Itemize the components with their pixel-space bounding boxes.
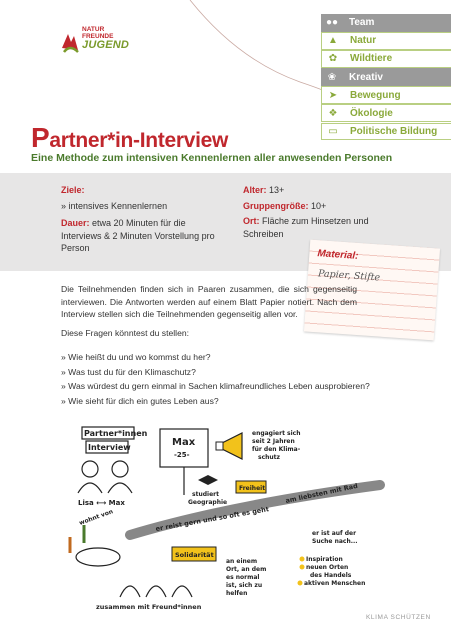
sketch-wohnt: wohnt von [78,508,115,527]
logo-wordmark [82,26,129,51]
person-head-icon [82,461,98,477]
duration [61,217,221,255]
megaphone-handle [216,442,223,450]
title-initial: P [31,122,50,153]
logo-line-2: FREUNDE [82,33,114,40]
sketch-bike-1: er reist gern und so oft es geht [154,505,270,533]
sketch-suche-6: aktiven Menschen [304,580,366,587]
body-paragraph-1: Die Teilnehmenden finden sich in Paaren zusammen, die sich gegenseitig interviewen. Die Antworten werden auf einem Blatt Papier notiert. Nach dem Interview stellen sich die Teilnehmenden gegenseitig allen vor. [61,284,357,319]
bullet-icon [300,565,305,570]
sketch-freiheit: Freiheit [239,485,266,492]
category-label: Politische Bildung [350,125,438,137]
garden-outline [76,548,120,566]
sketch-ort-4: ist, sich zu [226,582,263,589]
category-label: Team [349,17,375,29]
sketch-ort-5: helfen [226,590,248,597]
sketch-heading-1: Partner*innen [84,429,148,438]
body-paragraph-2: Diese Fragen könntest du stellen: [61,327,190,338]
logo-line-3: JUGEND [82,39,130,51]
category-wildtiere[interactable] [321,50,451,68]
group-size-value: 10+ [311,200,327,211]
category-natur[interactable] [321,32,451,50]
person-head-icon [112,461,128,477]
name-board [160,429,208,467]
category-politische-bildung[interactable] [321,123,451,141]
sketch-solidaritaet: Solidarität [175,551,214,559]
list-item: » Wie sieht für dich ein gutes Leben aus? [61,394,370,409]
category-team[interactable] [321,14,451,32]
info-column-right [243,184,383,240]
person-body-icon [120,586,140,597]
sketch-ort-2: Ort, an dem [226,566,267,573]
list-item: » Was würdest du gern einmal in Sachen klimafreundliches Leben ausprobieren? [61,379,370,394]
age [243,184,383,197]
logo-hands-icon [60,28,80,58]
sketch-suche-3: Inspiration [306,556,343,563]
sketch-heading-2: Interview [88,443,131,452]
sketch-suche-1: er ist auf der [312,530,357,537]
megaphone-icon [222,433,242,459]
paw-icon: ✿ [328,53,338,65]
material-label: Material: [317,248,359,262]
info-column-left [61,184,221,255]
sketch-suche-5: des Handels [310,572,352,579]
sketch-max: Max [172,437,196,448]
age-value: 13+ [269,185,285,195]
list-item: » Wie heißt du und wo kommst du her? [61,350,370,365]
sketch-bike-2: am liebsten mit Rad [284,481,359,505]
title-rest: artner*in-Interview [49,129,229,152]
team-icon: ●● [325,17,339,29]
page-subtitle: Eine Methode zum intensiven Kennenlernen aller anwesenden Personen [31,152,393,164]
person-body-icon [108,483,132,493]
sketch-suche-2: Suche nach... [312,538,358,545]
category-label: Ökologie [350,107,393,119]
category-label: Wildtiere [350,53,393,65]
graduation-cap-icon [198,475,218,485]
person-body-icon [172,586,192,597]
category-label: Natur [350,35,377,47]
location-label: Ort: [243,216,260,226]
sketch-suche-4: neuen Orten [306,564,349,571]
category-bewegung[interactable] [321,86,451,104]
location-value: Fläche zum Hinsetzen und Schreiben [243,216,369,239]
category-label: Bewegung [350,89,401,101]
sketch-lisa-max: Lisa ⟷ Max [78,499,125,507]
tree-icon: ▲ [328,35,338,47]
palette-icon: ❀ [327,71,337,83]
sketch-engaged-3: für den Klima- [252,446,301,453]
material-text: Papier, Stifte [317,268,381,284]
sketch-zusammen: zusammen mit Freund*innen [96,603,202,611]
sketch-studies-2: Geographie [188,499,228,506]
sketch-engaged-1: engagiert sich [252,430,301,437]
runner-icon: ➤ [328,89,338,101]
category-oekologie[interactable] [321,104,451,122]
duration-label: Dauer: [61,218,90,228]
group-size [243,200,383,213]
category-tabs [321,14,451,141]
sketch-engaged-4: schutz [258,454,281,461]
body-text [61,283,357,345]
page-title [31,122,228,154]
logo-line-1: NATUR [82,26,105,33]
bullet-icon [298,581,303,586]
sketch-ort-3: es normal [226,574,260,581]
bullet-icon [300,557,305,562]
sketch-ort-1: an einem [226,558,258,565]
sketchnote-illustration [60,425,400,615]
naturfreunde-logo [60,26,132,60]
duration-value: etwa 20 Minuten für die Interviews & 2 Minuten Vorstellung pro Person [61,218,215,253]
category-label: Kreativ [349,71,383,83]
sketch-engaged-2: seit 2 Jahren [252,438,295,445]
age-label: Alter: [243,185,267,195]
person-body-icon [146,586,166,597]
list-item: » Was tust du für den Klimaschutz? [61,365,370,380]
fish-icon: ❖ [328,107,338,119]
footer-label: KLIMA SCHÜTZEN [366,614,431,621]
sketch-studies-1: studiert [192,491,219,498]
sketch-max-age: -25- [174,451,190,459]
location [243,215,383,240]
person-body-icon [78,483,102,493]
goals-item: » intensives Kennenlernen [61,200,168,211]
question-list [61,350,370,408]
goals-label: Ziele: [61,185,85,195]
book-icon: ▭ [328,125,338,137]
category-kreativ[interactable] [321,68,451,86]
group-size-label: Gruppengröße: [243,200,309,211]
